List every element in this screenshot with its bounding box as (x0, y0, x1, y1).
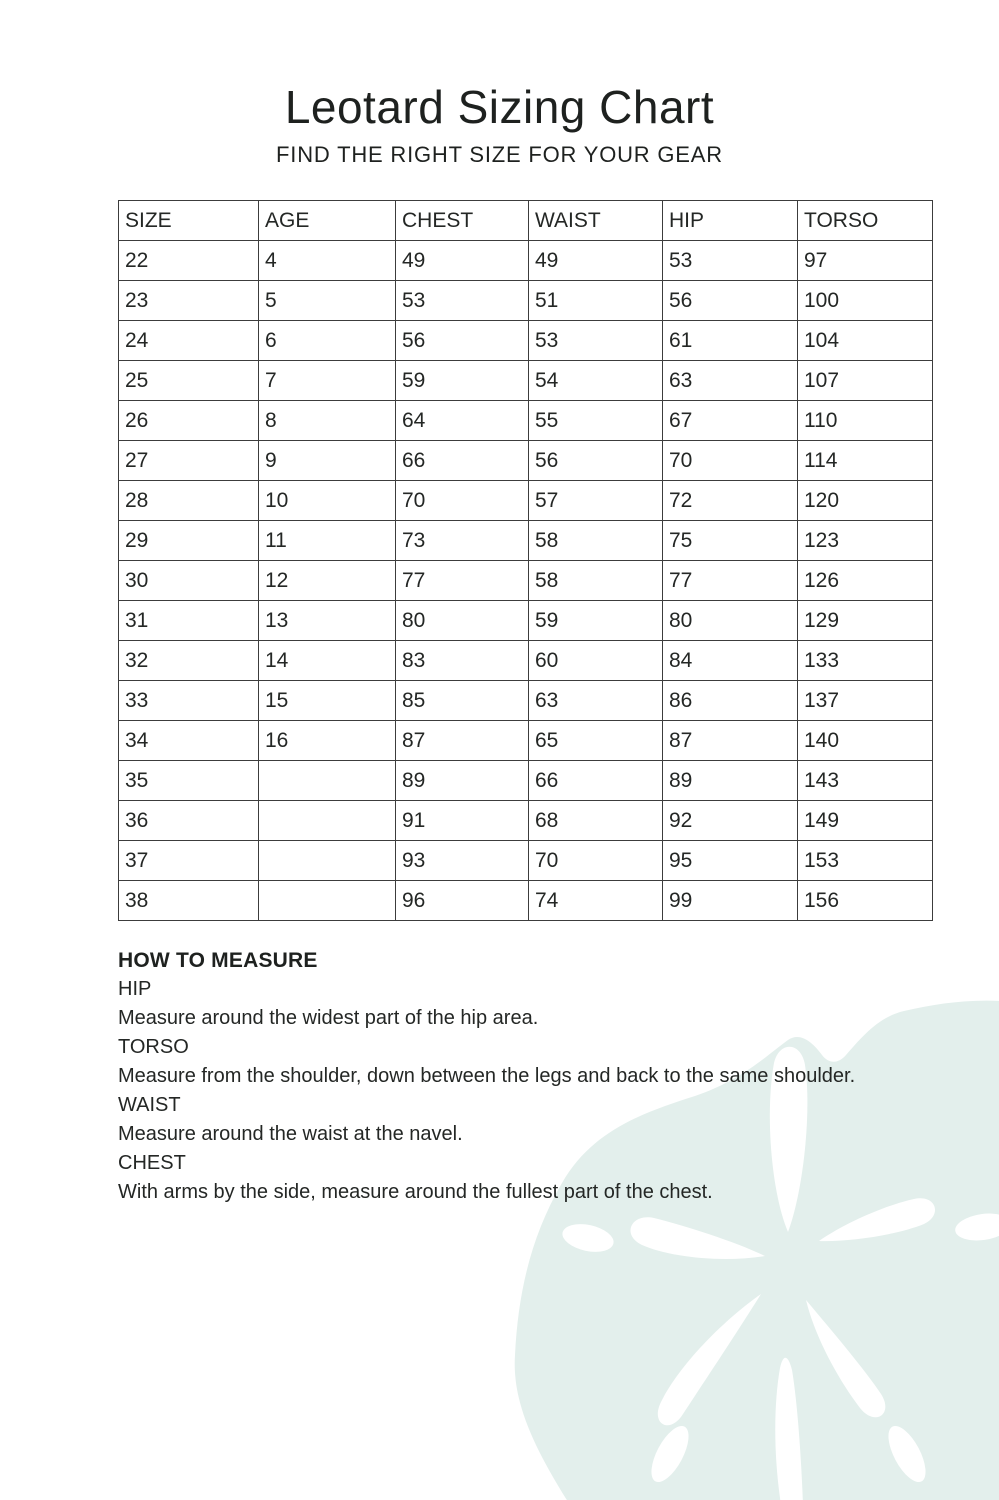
cell-size: 31 (119, 601, 259, 641)
page-title: Leotard Sizing Chart (284, 81, 715, 133)
cell-size: 34 (119, 721, 259, 761)
table-row (119, 401, 933, 441)
cell-torso: 114 (798, 441, 933, 481)
cell-chest: 53 (396, 281, 529, 321)
cell-torso: 153 (798, 841, 933, 881)
measure-item (118, 975, 938, 1033)
table-row (119, 601, 933, 641)
cell-waist: 57 (529, 481, 663, 521)
cell-waist: 63 (529, 681, 663, 721)
measure-label: WAIST (118, 1094, 181, 1116)
cell-hip: 80 (663, 601, 798, 641)
measure-label: HIP (118, 978, 152, 1000)
cell-chest: 59 (396, 361, 529, 401)
table-row (119, 641, 933, 681)
table-row (119, 281, 933, 321)
cell-size: 36 (119, 801, 259, 841)
measure-label: CHEST (118, 1152, 186, 1174)
cell-waist: 58 (529, 561, 663, 601)
cell-hip: 70 (663, 441, 798, 481)
cell-waist: 53 (529, 321, 663, 361)
cell-waist: 66 (529, 761, 663, 801)
cell-chest: 87 (396, 721, 529, 761)
cell-waist: 49 (529, 241, 663, 281)
cell-waist: 58 (529, 521, 663, 561)
measure-item (118, 1033, 938, 1091)
table-row (119, 521, 933, 561)
cell-size: 28 (119, 481, 259, 521)
measure-item (118, 1091, 938, 1149)
cell-size: 26 (119, 401, 259, 441)
cell-waist: 60 (529, 641, 663, 681)
cell-chest: 83 (396, 641, 529, 681)
cell-hip: 87 (663, 721, 798, 761)
cell-hip: 84 (663, 641, 798, 681)
cell-chest: 73 (396, 521, 529, 561)
cell-age: 6 (259, 321, 396, 361)
cell-chest: 56 (396, 321, 529, 361)
cell-age (259, 841, 396, 881)
cell-size: 38 (119, 881, 259, 921)
cell-chest: 85 (396, 681, 529, 721)
cell-waist: 55 (529, 401, 663, 441)
table-row (119, 841, 933, 881)
measure-text: With arms by the side, measure around the fullest part of the chest. (118, 1181, 713, 1203)
cell-hip: 67 (663, 401, 798, 441)
cell-waist: 70 (529, 841, 663, 881)
measure-list (118, 975, 938, 1207)
cell-chest: 70 (396, 481, 529, 521)
column-header-age: AGE (259, 201, 396, 241)
table-row (119, 481, 933, 521)
cell-hip: 75 (663, 521, 798, 561)
measure-text: Measure from the shoulder, down between the legs and back to the same shoulder. (118, 1065, 856, 1087)
table-row (119, 721, 933, 761)
cell-chest: 96 (396, 881, 529, 921)
cell-chest: 77 (396, 561, 529, 601)
table-row (119, 561, 933, 601)
measure-text: Measure around the waist at the navel. (118, 1123, 463, 1145)
cell-waist: 54 (529, 361, 663, 401)
cell-size: 27 (119, 441, 259, 481)
cell-torso: 140 (798, 721, 933, 761)
cell-age (259, 881, 396, 921)
cell-hip: 86 (663, 681, 798, 721)
cell-age: 16 (259, 721, 396, 761)
cell-hip: 77 (663, 561, 798, 601)
cell-torso: 110 (798, 401, 933, 441)
table-row (119, 321, 933, 361)
cell-waist: 68 (529, 801, 663, 841)
column-header-size: SIZE (119, 201, 259, 241)
cell-chest: 80 (396, 601, 529, 641)
cell-size: 29 (119, 521, 259, 561)
cell-torso: 104 (798, 321, 933, 361)
cell-hip: 63 (663, 361, 798, 401)
cell-waist: 59 (529, 601, 663, 641)
table-row (119, 801, 933, 841)
cell-age: 5 (259, 281, 396, 321)
sizing-table (118, 200, 933, 921)
cell-chest: 93 (396, 841, 529, 881)
how-to-measure-heading: HOW TO MEASURE (118, 949, 318, 972)
cell-age: 15 (259, 681, 396, 721)
cell-age (259, 761, 396, 801)
column-header-waist: WAIST (529, 201, 663, 241)
cell-torso: 137 (798, 681, 933, 721)
table-row (119, 761, 933, 801)
table-header-row (119, 201, 933, 241)
cell-torso: 107 (798, 361, 933, 401)
cell-torso: 123 (798, 521, 933, 561)
cell-age: 7 (259, 361, 396, 401)
table-row (119, 881, 933, 921)
cell-hip: 99 (663, 881, 798, 921)
table-row (119, 241, 933, 281)
cell-torso: 129 (798, 601, 933, 641)
cell-size: 24 (119, 321, 259, 361)
cell-size: 33 (119, 681, 259, 721)
cell-age: 4 (259, 241, 396, 281)
cell-age: 10 (259, 481, 396, 521)
cell-torso: 133 (798, 641, 933, 681)
measure-label: TORSO (118, 1036, 189, 1058)
measure-item (118, 1149, 938, 1207)
column-header-torso: TORSO (798, 201, 933, 241)
cell-size: 35 (119, 761, 259, 801)
cell-hip: 72 (663, 481, 798, 521)
cell-chest: 64 (396, 401, 529, 441)
cell-torso: 143 (798, 761, 933, 801)
table-row (119, 361, 933, 401)
cell-hip: 56 (663, 281, 798, 321)
cell-chest: 89 (396, 761, 529, 801)
cell-age: 9 (259, 441, 396, 481)
cell-size: 25 (119, 361, 259, 401)
cell-size: 37 (119, 841, 259, 881)
cell-hip: 53 (663, 241, 798, 281)
cell-chest: 91 (396, 801, 529, 841)
cell-torso: 120 (798, 481, 933, 521)
cell-hip: 61 (663, 321, 798, 361)
cell-hip: 95 (663, 841, 798, 881)
cell-chest: 66 (396, 441, 529, 481)
cell-size: 30 (119, 561, 259, 601)
cell-waist: 74 (529, 881, 663, 921)
cell-torso: 156 (798, 881, 933, 921)
cell-age: 13 (259, 601, 396, 641)
cell-size: 22 (119, 241, 259, 281)
measure-text: Measure around the widest part of the hip area. (118, 1007, 539, 1029)
cell-age (259, 801, 396, 841)
page-subtitle: FIND THE RIGHT SIZE FOR YOUR GEAR (276, 142, 723, 167)
cell-size: 23 (119, 281, 259, 321)
cell-age: 12 (259, 561, 396, 601)
column-header-hip: HIP (663, 201, 798, 241)
cell-hip: 89 (663, 761, 798, 801)
cell-torso: 126 (798, 561, 933, 601)
cell-hip: 92 (663, 801, 798, 841)
cell-waist: 51 (529, 281, 663, 321)
cell-torso: 97 (798, 241, 933, 281)
column-header-chest: CHEST (396, 201, 529, 241)
cell-torso: 149 (798, 801, 933, 841)
cell-chest: 49 (396, 241, 529, 281)
cell-torso: 100 (798, 281, 933, 321)
cell-age: 11 (259, 521, 396, 561)
cell-size: 32 (119, 641, 259, 681)
cell-age: 14 (259, 641, 396, 681)
how-to-measure-section (118, 946, 938, 1207)
table-row (119, 441, 933, 481)
cell-waist: 56 (529, 441, 663, 481)
table-row (119, 681, 933, 721)
cell-age: 8 (259, 401, 396, 441)
cell-waist: 65 (529, 721, 663, 761)
